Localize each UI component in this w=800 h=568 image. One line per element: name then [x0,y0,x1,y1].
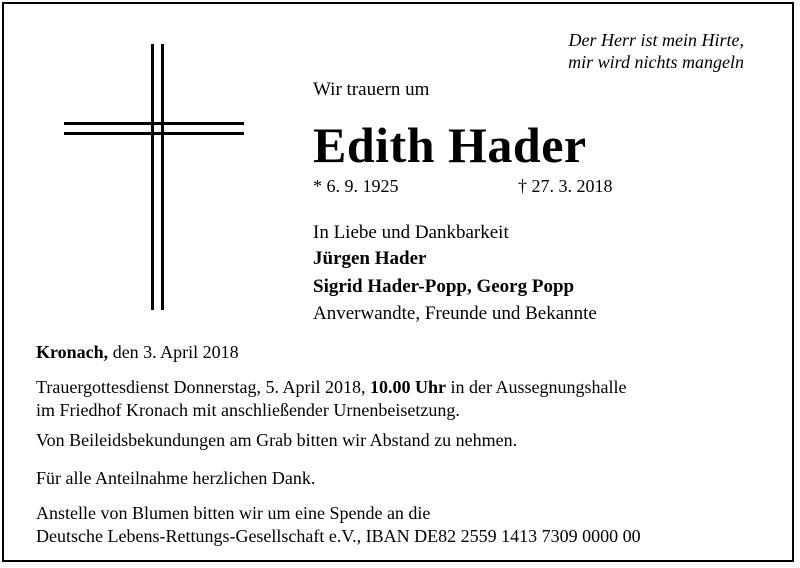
birth-date: * 6. 9. 1925 [313,176,399,196]
mourner-name-1: Jürgen Hader [313,248,427,269]
service-time: 10.00 Uhr [369,377,446,397]
intro-text: Wir trauern um [313,79,430,100]
motto-line-1: Der Herr ist mein Hirte, [568,30,744,50]
date: den 3. April 2018 [108,342,239,362]
service-line-2: im Friedhof Kronach mit anschließender Urnenbeisetzung. [36,400,460,420]
service-line-1-start: Trauergottesdienst Donnerstag, 5. April 2018, [36,377,370,397]
deceased-name: Edith Hader [313,117,587,173]
motto-line-2: mir wird nichts mangeln [568,52,744,72]
thanks-text: Für alle Anteilnahme herzlichen Dank. [36,468,316,488]
condolences-notice: Von Beileidsbekundungen am Grab bitten wir Abstand zu nehmen. [36,430,518,450]
donation-line-2: Deutsche Lebens-Rettungs-Gesellschaft e.V., IBAN DE82 2559 1413 7309 0000 00 [36,526,641,546]
place: Kronach, [36,342,109,362]
mourner-name-2: Sigrid Hader-Popp, Georg Popp [313,276,575,297]
place-date [36,343,239,361]
mourners-intro: In Liebe und Dankbarkeit [313,222,509,243]
donation-line-1: Anstelle von Blumen bitten wir um eine Spende an die [36,503,431,523]
service-line-1-end: in der Aussegnungshalle [445,377,627,397]
death-date: † 27. 3. 2018 [518,176,613,196]
mourners-others: Anverwandte, Freunde und Bekannte [313,303,597,324]
service-line-1 [36,378,626,396]
